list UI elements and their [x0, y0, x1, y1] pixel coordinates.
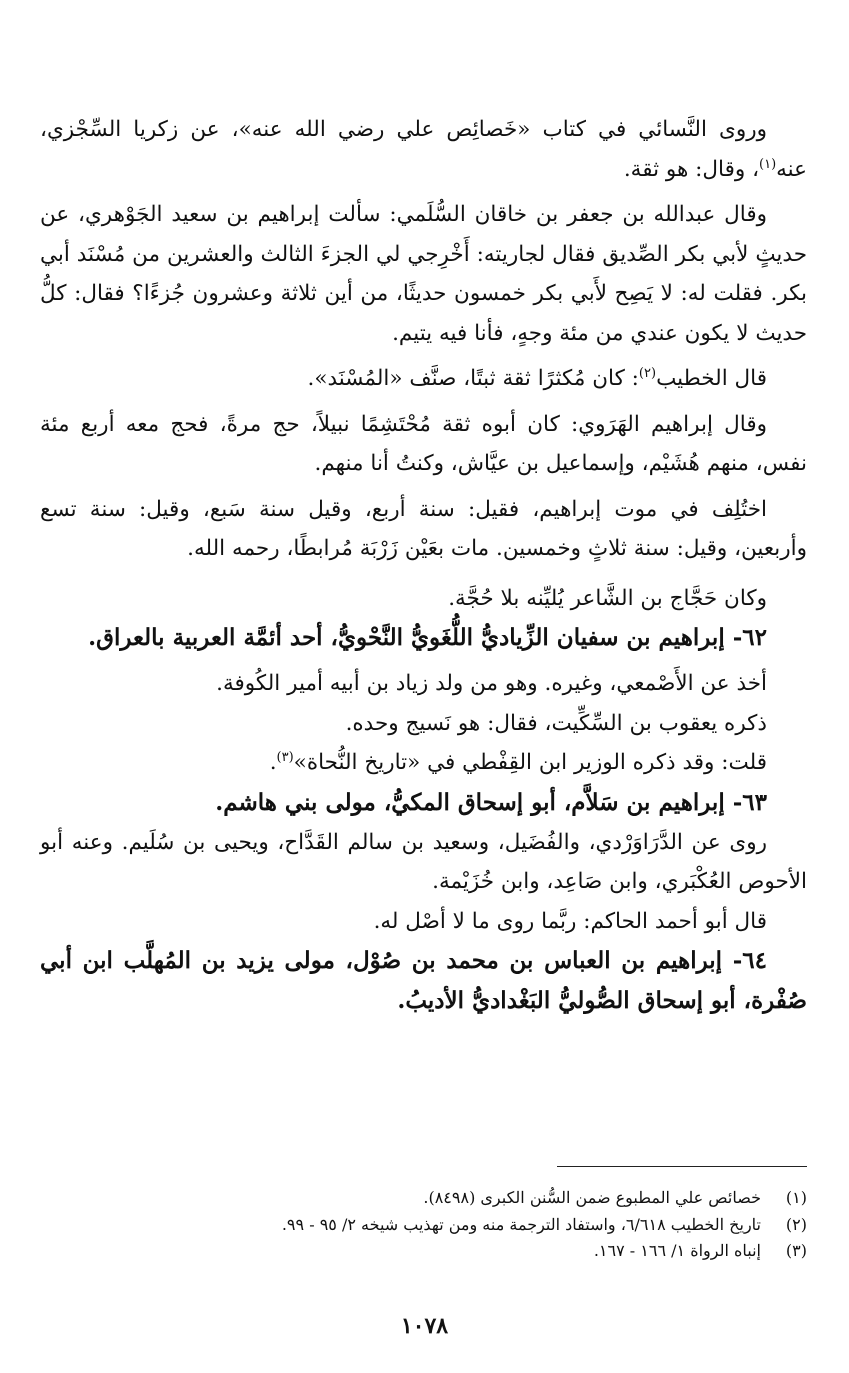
footnote-text: خصائص علي المطبوع ضمن السُّنن الكبرى (٨٤٩٨).: [423, 1188, 761, 1207]
paragraph-qifti: قلت: وقد ذكره الوزير ابن القِفْطي في «تاريخ النُّحاة»$^{(٣)}$.: [269, 749, 767, 775]
footnote-divider: [557, 1166, 807, 1167]
paragraph-hakim: قال أبو أحمد الحاكم: ربَّما روى ما لا أصْل له.: [373, 908, 767, 934]
paragraph-hajjaj: وكان حَجَّاج بن الشَّاعر يُليِّنه بلا حُجَّة.: [448, 585, 767, 611]
footnote-ref-1[interactable]: (١): [759, 156, 777, 172]
footnote-number: (٣): [785, 1241, 807, 1260]
paragraph-sikkit: ذكره يعقوب بن السِّكِّيت، فقال: هو نَسيج وحده.: [345, 710, 767, 736]
paragraph-asmai: أخذ عن الأَصْمعي، وغيره. وهو من ولد زياد بن أبيه أمير الكُوفة.: [216, 671, 767, 696]
footnote-ref-3[interactable]: (٣): [276, 749, 294, 765]
paragraph-harawi: وقال إبراهيم الهَرَوي: كان أبوه ثقة مُحْتَشِمًا نبيلاً، حج مرةً، فحج معه أربع مئة نفس، منهم هُشَيْم، وإسماعيل بن عيَّاش، وكنتُ أنا منهم.: [40, 411, 807, 476]
paragraph-riwaya: روى عن الدَّرَاوَرْدي، والفُضَيل، وسعيد بن سالم القَدَّاح، ويحيى بن سُلَيم. وعنه أبو الأحوص العُكْبَري، وابن صَاعِد، وابن خُزَيْمة.: [40, 829, 807, 894]
footnote-ref-2[interactable]: (٢): [638, 365, 657, 381]
paragraph-khatib: قال الخطيب$^{(٢)}$: كان مُكثرًا ثقة ثبتًا، صنَّف «المُسْنَد».: [307, 365, 767, 391]
footnote-text: تاريخ الخطيب ٦/٦١٨، واستفاد الترجمة منه ومن تهذيب شيخه ٢/ ٩٥ - ٩٩.: [281, 1214, 761, 1234]
entry-heading-63: ٦٣- إبراهيم بن سَلاَّم، أبو إسحاق المكيُّ، مولى بني هاشم.: [215, 788, 767, 816]
page-number: ١٠٧٨: [400, 1313, 449, 1339]
footnote-text: إنباه الرواة ١/ ١٦٦ - ١٦٧.: [593, 1241, 761, 1260]
paragraph-death: اختُلِف في موت إبراهيم، فقيل: سنة أربع، وقيل سنة سَبع، وقيل: سنة تسع وأربعين، وقيل: سنة ثلاثٍ وخمسين. مات بعَيْن زَرْبَة مُرابطًا، رحمه الله.: [40, 496, 807, 561]
footnote-3: [40, 1238, 807, 1265]
entry-heading-64: ٦٤- إبراهيم بن العباس بن محمد بن صُوْل، مولى يزيد بن المُهلَّب ابن أبي صُفْرة، أبو إسحاق الصُّوليُّ البَغْداديُّ الأديبُ.: [40, 947, 807, 1014]
entry-heading-62: ٦٢- إبراهيم بن سفيان الزِّياديُّ اللُّغَويُّ النَّحْويُّ، أحد أئمَّة العربية بالعراق.: [88, 624, 767, 651]
paragraph-sulami: وقال عبدالله بن جعفر بن خاقان السُّلَمي: سألت إبراهيم بن سعيد الجَوْهري، عن حديثٍ لأبي بكر الصِّديق فقال لجاريته: أَخْرِجي لي الجزءَ الثالث والعشرين من مُسْنَد أبي بكر. فقلت له: لا يَصِح لأَبي بكر خمسون حديثًا، من أين ثلاثة وعشرون جُزءًا؟ فقال: كلُّ حديث لا يكون عندي من مئة وجهٍ، فأنا فيه يتيم.: [40, 202, 807, 346]
footnotes: [40, 1166, 807, 1265]
footnote-2: [40, 1212, 807, 1239]
footnote-number: (٢): [785, 1214, 807, 1234]
footnote-number: (١): [785, 1188, 807, 1207]
footnote-1: [40, 1185, 807, 1212]
paragraph-nasai: وروى النَّسائي في كتاب «خَصائِص علي رضي الله عنه»، عن زكريا السِّجْزي، عنه$^{(١)}$، وقال: هو ثقة.: [40, 117, 807, 182]
main-text: [40, 110, 807, 1021]
